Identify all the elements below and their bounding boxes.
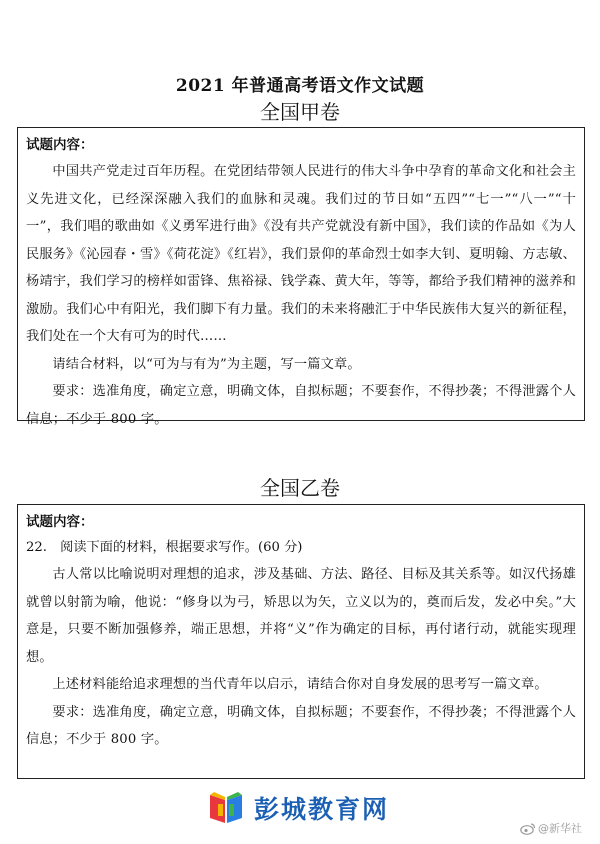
- jia-task: 请结合材料，以“可为与有为”为主题，写一篇文章。: [52, 356, 361, 372]
- yi-material: 古人常以比喻说明对理想的追求，涉及基础、方法、路径、目标及其关系等。如汉代扬雄就曾以射箭为喻，他说：“修身以为弓，矫思以为矢，立义以为的，奠而后发，发必中矣。”大意是，只要不断加强修养，端正思想，并将“义”作为确定的目标，再付诸行动，就能实现理想。: [26, 567, 576, 665]
- weibo-watermark: [520, 820, 582, 836]
- logo-text: 彭城教育网: [254, 795, 390, 824]
- yi-requirement: 要求：选准角度，确定立意，明确文体，自拟标题；不要套作，不得抄袭；不得泄露个人信息；不少于 800 字。: [26, 704, 576, 747]
- jia-label: 试题内容：: [26, 137, 94, 153]
- weibo-icon: [520, 822, 536, 835]
- yi-question: 22. 阅读下面的材料，根据要求写作。(60 分): [26, 540, 303, 555]
- jia-box: [17, 127, 585, 427]
- watermark-text: @新华社: [538, 822, 582, 835]
- yi-box: [17, 504, 585, 779]
- yi-label: 试题内容：: [26, 514, 94, 530]
- yi-title: 全国乙卷: [260, 476, 340, 500]
- book-icon: [206, 789, 246, 827]
- jia-material: 中国共产党走过百年历程。在党团结带领人民进行的伟大斗争中孕育的革命文化和社会主义先进文化，已经深深融入我们的血脉和灵魂。我们过的节日如“五四”“七一”“八一”“十一”，我们唱的歌曲如《义勇军进行曲》《没有共产党就没有新中国》，我们读的作品如《为人民服务》《沁园春・雪》《荷花淀》《红岩》，我们景仰的革命烈士如李大钊、夏明翰、方志敏、杨靖宇，我们学习的榜样如雷锋、焦裕禄、钱学森、黄大年，等等，都给予我们精神的滋养和激励。我们心中有阳光，我们脚下有力量。我们的未来将融汇于中华民族伟大复兴的新征程，我们处在一个大有可为的时代……: [26, 164, 576, 344]
- jia-requirement: 要求：选准角度，确定立意，明确文体，自拟标题；不要套作，不得抄袭；不得泄露个人信息；不少于 800 字。: [26, 384, 576, 427]
- jia-title: 全国甲卷: [260, 100, 340, 124]
- main-title: 2021 年普通高考语文作文试题: [175, 76, 425, 96]
- site-logo: [206, 789, 389, 827]
- yi-task: 上述材料能给追求理想的当代青年以启示，请结合你对自身发展的思考写一篇文章。: [52, 677, 548, 692]
